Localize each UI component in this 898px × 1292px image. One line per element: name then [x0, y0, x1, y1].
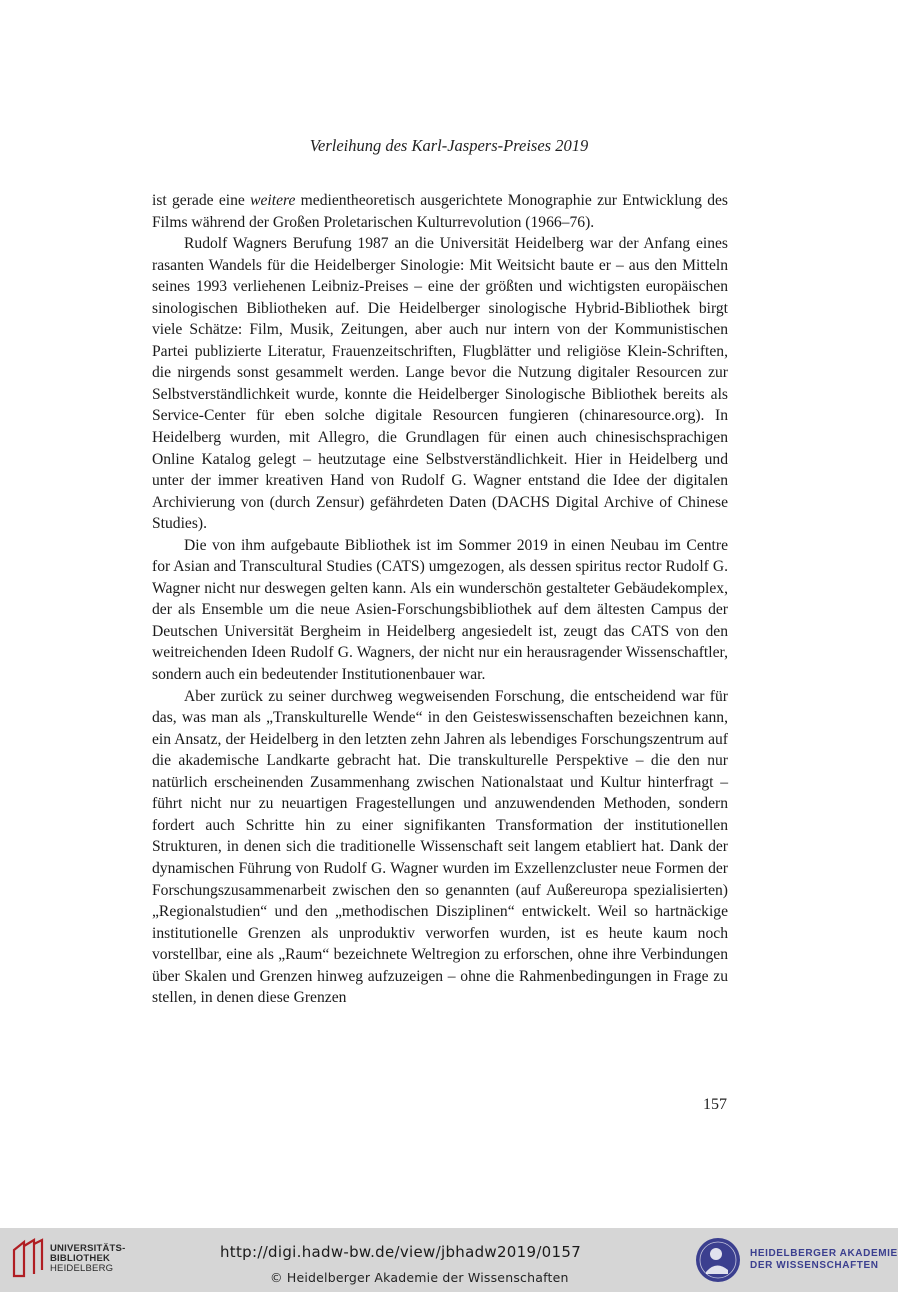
library-logo-icon[interactable]: [10, 1236, 50, 1278]
running-title: Verleihung des Karl-Jaspers-Preises 2019: [309, 136, 589, 155]
library-name: UNIVERSITÄTS- BIBLIOTHEK HEIDELBERG: [50, 1243, 126, 1274]
paragraph-4: Aber zurück zu seiner durchweg wegweisenden Forschung, die entscheidend war für das, was man als „Transkulturelle Wende“ in den Geisteswissenschaften bezeichnen kann, ein Ansatz, der Heidelberg in den letzten zehn Jahren als lebendiges Forschungszentrum auf die akademische Landkarte gebracht hat. Die transkulturelle Perspektive – die den nur natürlich erscheinenden Zusammenhang zwischen Nationalstaat und Kultur hinterfragt – führt nicht nur zu neuartigen Fragestellungen und anzuwendenden Methoden, sondern fordert auch Schritte hin zu einer signifikanten Transformation der institutionellen Strukturen, in denen sich die traditionelle Wissenschaft seit langem etabliert hat. Dank der dynamischen Führung von Rudolf G. Wagner wurden im Exzellenzcluster neue Formen der Forschungszusammenarbeit zwischen den so genannten (auf Außereuropa spezialisierten) „Regionalstudien“ und den „methodischen Disziplinen“ entwickelt. Weil so hartnäckige institutionelle Grenzen als unproduktiv verworfen wurden, ist es heute kaum noch vorstellbar, eine als „Raum“ bezeichnete Weltregion zu erforschen, ohne ihre Verbindungen über Skalen und Grenzen hinweg aufzuzeigen – ohne die Rahmenbedingungen in Frage zu stellen, in denen diese Grenzen: [152, 687, 728, 1007]
academy-seal-icon[interactable]: [694, 1236, 742, 1284]
copyright-notice: © Heidelberger Akademie der Wissenschaften: [270, 1270, 569, 1285]
permalink-url[interactable]: http://digi.hadw-bw.de/view/jbhadw2019/0157: [220, 1243, 582, 1261]
body-text: [152, 190, 728, 1009]
page-number: 157: [703, 1096, 727, 1113]
academy-name: HEIDELBERGER AKADEMIE DER WISSENSCHAFTEN: [750, 1248, 898, 1271]
paragraph-1: ist gerade eine weitere medientheoretisch ausgerichtete Monographie zur Entwicklung des Films während der Großen Proletarischen Kulturrevolution (1966–76).: [152, 192, 729, 231]
paragraph-3: Die von ihm aufgebaute Bibliothek ist im Sommer 2019 in einen Neubau im Centre for Asian and Transcultural Studies (CATS) umgezogen, als dessen spiritus rector Rudolf G. Wagner nicht nur deswegen gelten kann. Als ein wunderschön gestalteter Gebäudekomplex, der als Ensemble um die neue Asien-Forschungsbibliothek auf dem ältesten Campus der Deutschen Universität Bergheim in Heidelberg angesiedelt ist, zeugt das CATS von den weitreichenden Ideen Rudolf G. Wagners, der nicht nur ein herausragender Wissenschaftler, sondern auch ein bedeutender Institutionenbauer war.: [152, 536, 728, 684]
emphasis: weitere: [250, 192, 296, 209]
paragraph-2: Rudolf Wagners Berufung 1987 an die Universität Heidelberg war der Anfang eines rasanten Wandels für die Heidelberger Sinologie: Mit Weitsicht baute er – aus den Mitteln seines 1993 verliehenen Leibniz-Preises – eine der größten und wichtigsten europäischen sinologischen Bibliotheken auf. Die Heidelberger sinologische Hybrid-Bibliothek birgt viele Schätze: Film, Musik, Zeitungen, aber auch nur intern von der Kommunistischen Partei publizierte Literatur, Frauenzeitschriften, Flugblätter und religiöse Klein-Schriften, die nirgends sonst gesammelt werden. Lange bevor die Nutzung digitaler Resourcen zur Selbstverständlichkeit wurde, konnte die Heidelberger Sinologische Bibliothek bereits als Service-Center für eben solche digitale Resourcen fungieren (chinaresource.org). In Heidelberg wurden, mit Allegro, die Grundlagen für einen auch chinesischsprachigen Online Katalog gelegt – heutzutage eine Selbstverständlichkeit. Hier in Heidelberg und unter der immer kreativen Hand von Rudolf G. Wagner entstand die Idee der digitalen Archivierung von (durch Zensur) gefährdeten Daten (DACHS Digital Archive of Chinese Studies).: [152, 235, 728, 533]
